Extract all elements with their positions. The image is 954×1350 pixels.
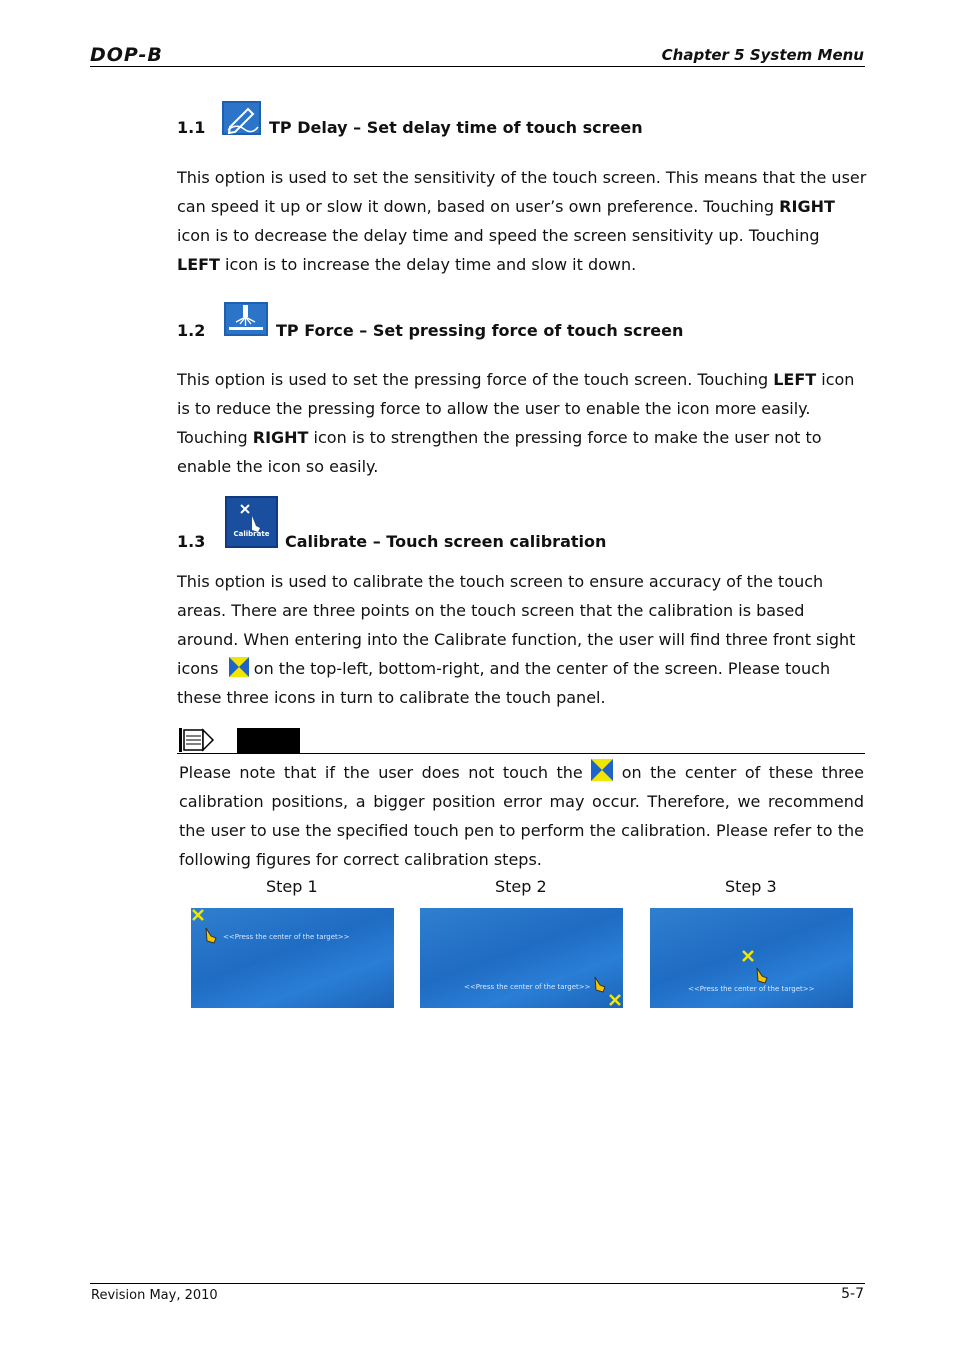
- target-crosshair-icon: [740, 948, 774, 986]
- step-3-message: <<Press the center of the target>>: [688, 985, 815, 993]
- target-crosshair-icon: [191, 908, 221, 944]
- step-3-label: Step 3: [725, 877, 777, 896]
- calibrate-icon: [225, 496, 278, 548]
- section-paragraph-1-2: This option is used to set the pressing force of the touch screen. Touching LEFT icon is to reduce the pressing force to allow the user to enable the icon more easily. Touching RIGHT icon is to strengthen the pressing force to make the user not to enable the icon so easily.: [177, 370, 855, 476]
- header-divider: [90, 66, 865, 67]
- front-sight-icon: [229, 657, 249, 677]
- step-1-label: Step 1: [266, 877, 318, 896]
- section-number-1-2: 1.2: [177, 321, 206, 340]
- section-paragraph-1-1: This option is used to set the sensitivity of the touch screen. This means that the user can speed it up or slow it down, based on user’s own preference. Touching RIGHT icon is to decrease the delay time and speed the screen sensitivity up. Touching LEFT icon is to increase the delay time and slow it down.: [177, 168, 867, 274]
- tp-delay-icon: [222, 101, 261, 135]
- section-title-1-1: TP Delay – Set delay time of touch screen: [269, 118, 643, 137]
- section-number-1-1: 1.1: [177, 118, 206, 137]
- page-number: 5-7: [841, 1286, 864, 1302]
- section-paragraph-1-3: This option is used to calibrate the touch screen to ensure accuracy of the touch areas. There are three points on the touch screen that the calibration is based around. When entering into the Calibrate function, the user will find three front sight icons on the top-left, bottom-right, and the center of the screen. Please touch these three icons in turn to calibrate the touch panel.: [177, 572, 856, 707]
- target-crosshair-icon: [592, 974, 623, 1008]
- chapter-title: Chapter 5 System Menu: [661, 46, 864, 64]
- tp-force-icon: [224, 302, 268, 336]
- note-pencil-icon: [179, 727, 300, 753]
- step-2-screenshot: [420, 908, 623, 1008]
- step-3-screenshot: [650, 908, 853, 1008]
- calibrate-icon-label: Calibrate: [233, 530, 270, 538]
- note-paragraph: Please note that if the user does not touch the on the center of these three calibration positions, a bigger position error may occur. Therefore, we recommend the user to use the specified touch pen to perform the calibration. Please refer to the following figures for correct calibration steps.: [179, 758, 864, 874]
- footer-divider: [90, 1283, 865, 1284]
- revision-date: Revision May, 2010: [91, 1288, 218, 1303]
- section-title-1-3: Calibrate – Touch screen calibration: [285, 532, 607, 551]
- step-1-message: <<Press the center of the target>>: [223, 933, 350, 941]
- front-sight-icon: [591, 759, 613, 781]
- step-2-label: Step 2: [495, 877, 547, 896]
- note-divider: [177, 753, 865, 754]
- dop-b-logo: DOP-B: [90, 44, 163, 66]
- section-title-1-2: TP Force – Set pressing force of touch screen: [276, 321, 684, 340]
- step-1-screenshot: [191, 908, 394, 1008]
- step-2-message: <<Press the center of the target>>: [464, 983, 591, 991]
- section-number-1-3: 1.3: [177, 532, 206, 551]
